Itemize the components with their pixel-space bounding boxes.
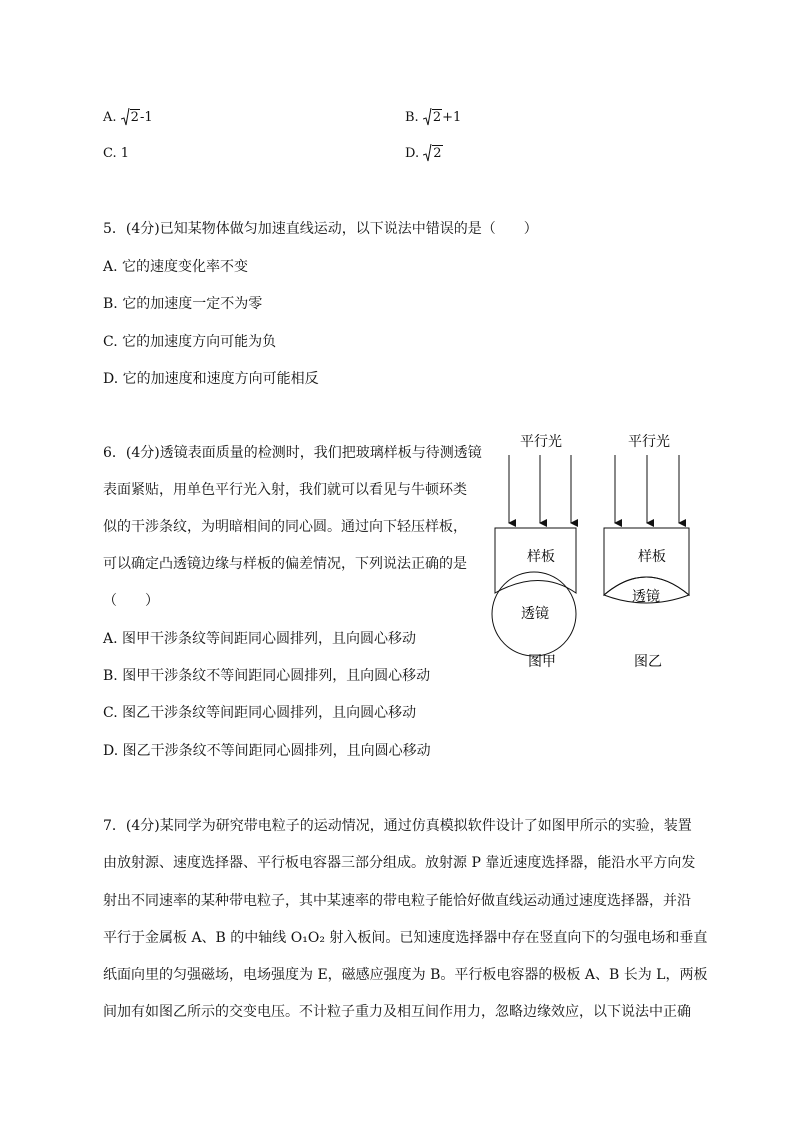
sqrt-expression: 2 <box>121 110 140 125</box>
q4-option-a: A. 2-1 <box>103 110 153 125</box>
q7-line-3: 射出不同速率的某种带电粒子，其中某速率的带电粒子能恰好做直线运动通过速度选择器，并沿 <box>103 893 691 909</box>
q7-line-1: 7．(4分)某同学为研究带电粒子的运动情况，通过仿真模拟软件设计了如图甲所示的实验，装置 <box>103 818 692 834</box>
jia-light-label: 平行光 <box>520 434 562 450</box>
yi-light-label: 平行光 <box>628 434 670 450</box>
figure-yi <box>604 433 689 670</box>
radical-sign-icon <box>423 108 432 126</box>
q7-line-4: 平行于金属板 A、B 的中轴线 O₁O₂ 射入板间。已知速度选择器中存在竖直向下的匀强电场和垂直 <box>103 930 708 946</box>
yi-plate-label: 样板 <box>638 549 666 565</box>
option-letter: D. <box>405 146 420 161</box>
q7-line-5: 纸面向里的匀强磁场，电场强度为 E，磁感应强度为 B。平行板电容器的极板 A、B 长为 L，两板 <box>103 967 708 983</box>
q6-stem-line-5: （ ） <box>103 593 159 609</box>
sqrt-expression: 2 <box>423 146 442 161</box>
q6-option-b: B. 图甲干涉条纹不等间距同心圆排列，且向圆心移动 <box>103 668 431 684</box>
q6-option-c: C. 图乙干涉条纹等间距同心圆排列，且向圆心移动 <box>103 705 417 721</box>
q6-stem-line-4: 可以确定凸透镜边缘与样板的偏差情况，下列说法正确的是 <box>103 556 467 572</box>
jia-caption: 图甲 <box>528 654 556 670</box>
q6-figure <box>488 425 708 675</box>
q7-line-6: 间加有如图乙所示的交变电压。不计粒子重力及相互间作用力，忽略边缘效应，以下说法中正确 <box>103 1004 691 1020</box>
yi-lens-label: 透镜 <box>632 589 660 605</box>
q6-stem-line-2: 表面紧贴，用单色平行光入射，我们就可以看见与牛顿环类 <box>103 482 467 498</box>
q6-option-d: D. 图乙干涉条纹不等间距同心圆排列，且向圆心移动 <box>103 743 431 759</box>
q4-option-d <box>405 146 443 161</box>
q5-option-c: C. 它的加速度方向可能为负 <box>103 334 277 350</box>
q6-stem-line-3: 似的干涉条纹，为明暗相间的同心圆。通过向下轻压样板， <box>103 519 467 535</box>
q4-option-c: C. 1 <box>103 146 130 161</box>
q5-stem: 5．(4分)已知某物体做匀加速直线运动，以下说法中错误的是（ ） <box>103 221 538 237</box>
q4-option-b: B. 2+1 <box>405 110 462 125</box>
radical-sign-icon <box>121 108 130 126</box>
q7-line-2: 由放射源、速度选择器、平行板电容器三部分组成。放射源 P 靠近速度选择器，能沿水平方向发 <box>103 855 696 871</box>
option-letter: A. <box>103 110 117 125</box>
option-letter: B. <box>405 110 419 125</box>
yi-caption: 图乙 <box>634 654 662 670</box>
q6-stem-line-1: 6．(4分)透镜表面质量的检测时，我们把玻璃样板与待测透镜 <box>103 445 482 461</box>
q5-option-a: A. 它的速度变化率不变 <box>103 259 249 275</box>
jia-lens-label: 透镜 <box>521 606 549 622</box>
radical-sign-icon <box>423 144 432 162</box>
figure-jia <box>492 433 576 670</box>
q6-option-a: A. 图甲干涉条纹等间距同心圆排列，且向圆心移动 <box>103 631 417 647</box>
q5-option-d: D. 它的加速度和速度方向可能相反 <box>103 371 319 387</box>
q5-option-b: B. 它的加速度一定不为零 <box>103 296 263 312</box>
jia-plate-label: 样板 <box>527 549 555 565</box>
sqrt-expression: 2 <box>423 110 442 125</box>
